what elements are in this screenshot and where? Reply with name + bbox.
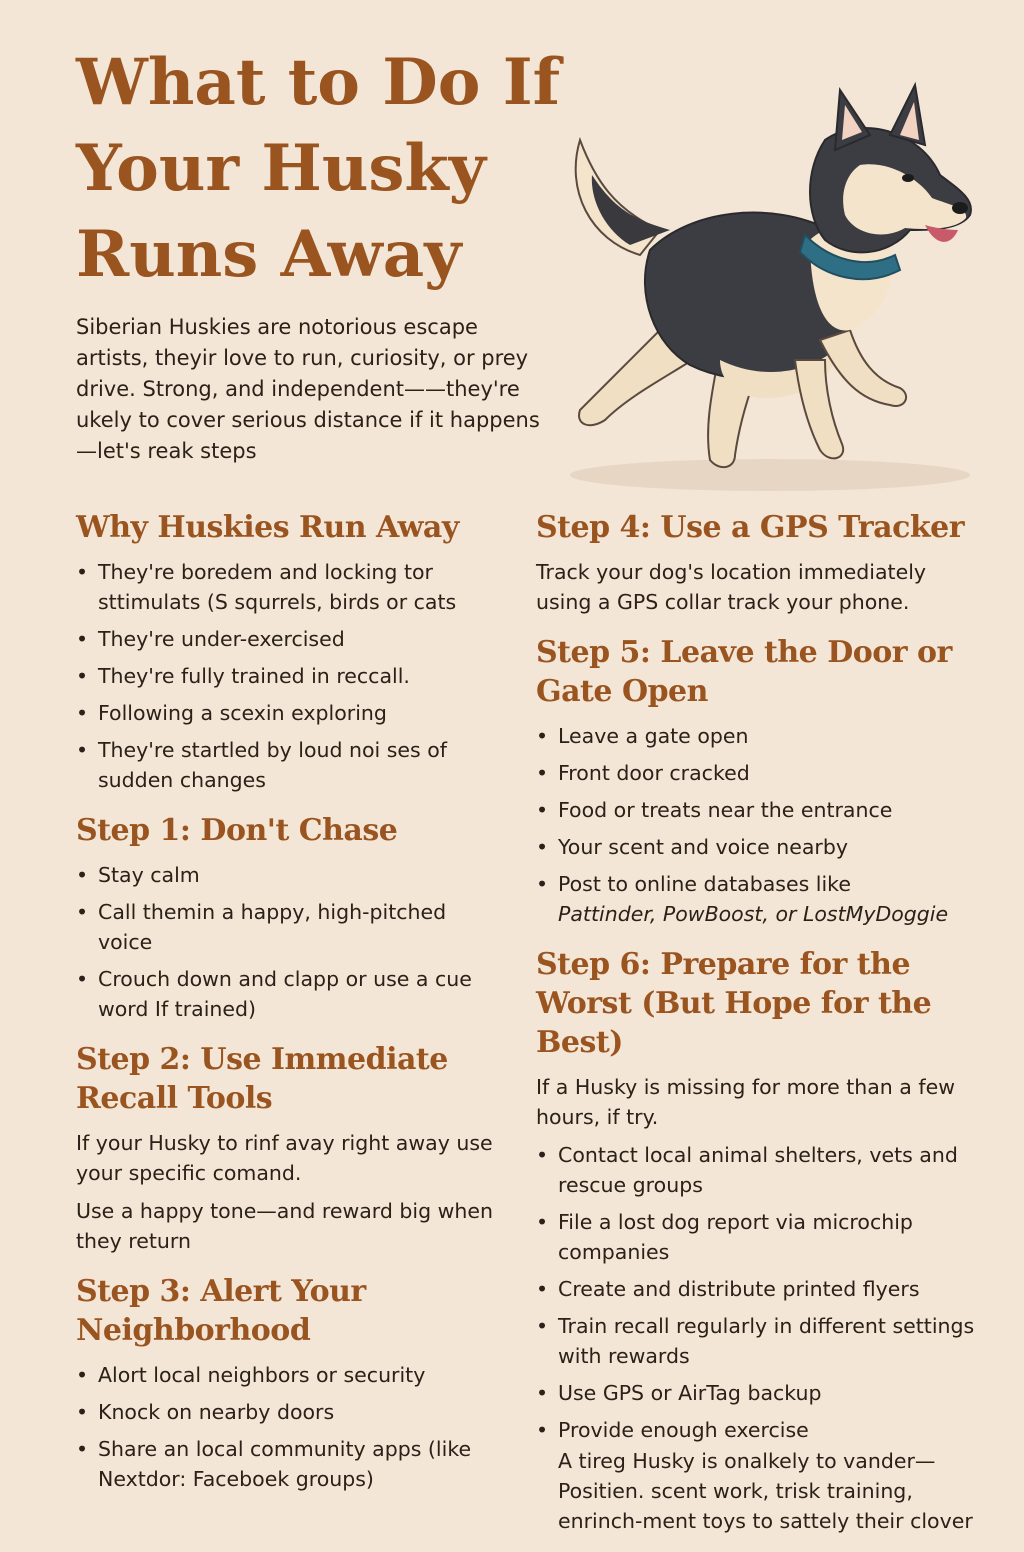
step6-closing: A tireg Husky is onalkely to vander— Positien. scent work, trisk training, enrinch-ment toys to sattely their clover bbox=[558, 1449, 973, 1533]
list-item: • Provide enough exercise bbox=[536, 1415, 986, 1445]
list-item: • Leave a gate open bbox=[536, 721, 986, 751]
list-item: • Train recall regularly in different settings with rewards bbox=[536, 1311, 986, 1371]
list-item: • File a lost dog report via microchip companies bbox=[536, 1207, 986, 1267]
list-item: • Alort local neighbors or security bbox=[76, 1360, 496, 1390]
step4-paragraph: Track your dog's location immediately using a GPS collar track your phone. bbox=[536, 560, 927, 614]
step4-heading: Step 4: Use a GPS Tracker bbox=[536, 510, 965, 545]
list-item: • Knock on nearby doors bbox=[76, 1397, 496, 1427]
step6-heading: Step 6: Prepare for the Worst (But Hope for the Best) bbox=[536, 947, 932, 1060]
list-item: • They're under-exercised bbox=[76, 624, 496, 654]
step1-list bbox=[76, 860, 496, 1024]
step6-paragraph: If a Husky is missing for more than a few hours, if try. bbox=[536, 1075, 955, 1129]
list-item: • Food or treats near the entrance bbox=[536, 795, 986, 825]
list-item: • They're fully trained in reccall. bbox=[76, 661, 496, 691]
left-column bbox=[76, 508, 496, 1510]
list-item: • They're startled by loud noi ses of sudden changes bbox=[76, 735, 496, 795]
step2-section bbox=[76, 1040, 496, 1256]
title-line-1: What to Do If bbox=[76, 45, 561, 120]
intro-paragraph: Siberian Huskies are notorious escape artists, theyir love to run, curiosity, or prey drive. Strong, and independent——they're ukely to cover serious distance if it happens —let's reak steps bbox=[76, 315, 540, 463]
step6-section bbox=[536, 945, 986, 1536]
why-section bbox=[76, 508, 496, 795]
step4-section bbox=[536, 508, 986, 617]
step5-heading: Step 5: Leave the Door or Gate Open bbox=[536, 635, 952, 709]
step1-section bbox=[76, 811, 496, 1024]
step2-paragraph-2: Use a happy tone—and reward big when they return bbox=[76, 1199, 494, 1253]
step5-section bbox=[536, 633, 986, 929]
databases-prefix: Post to online databases like bbox=[558, 872, 851, 896]
step5-list bbox=[536, 721, 986, 929]
list-item: • Your scent and voice nearby bbox=[536, 832, 986, 862]
step3-heading: Step 3: Alert Your Neighborhood bbox=[76, 1274, 366, 1348]
list-item: • They're boredem and locking tor sttimulats (S squrrels, birds or cats bbox=[76, 557, 496, 617]
list-item: • Share an local community apps (like Nextdor: Faceboek groups) bbox=[76, 1434, 496, 1494]
list-item bbox=[536, 869, 986, 929]
list-item: • Contact local animal shelters, vets and rescue groups bbox=[536, 1140, 986, 1200]
title-line-2: Your Husky bbox=[76, 131, 486, 206]
list-item: • Following a scexin exploring bbox=[76, 698, 496, 728]
why-list bbox=[76, 557, 496, 795]
databases-names: Pattinder, PowBoost, or LostMyDoggie bbox=[558, 902, 949, 926]
title-line-3: Runs Away bbox=[76, 217, 462, 292]
list-item: • Front door cracked bbox=[536, 758, 986, 788]
step3-list bbox=[76, 1360, 496, 1494]
step1-heading: Step 1: Don't Chase bbox=[76, 813, 398, 848]
step2-heading: Step 2: Use Immediate Recall Tools bbox=[76, 1042, 448, 1116]
list-item: • Call themin a happy, high-pitched voice bbox=[76, 897, 496, 957]
list-item: • Use GPS or AirTag backup bbox=[536, 1378, 986, 1408]
step3-section bbox=[76, 1272, 496, 1494]
husky-illustration bbox=[520, 80, 1000, 500]
list-item: • Create and distribute printed flyers bbox=[536, 1274, 986, 1304]
list-item: • Stay calm bbox=[76, 860, 496, 890]
list-item: • Crouch down and clapp or use a cue word If trained) bbox=[76, 964, 496, 1024]
right-column bbox=[536, 508, 986, 1552]
why-heading: Why Huskies Run Away bbox=[76, 510, 459, 545]
step6-list bbox=[536, 1140, 986, 1445]
step2-paragraph-1: If your Husky to rinf avay right away use your specific comand. bbox=[76, 1131, 493, 1185]
